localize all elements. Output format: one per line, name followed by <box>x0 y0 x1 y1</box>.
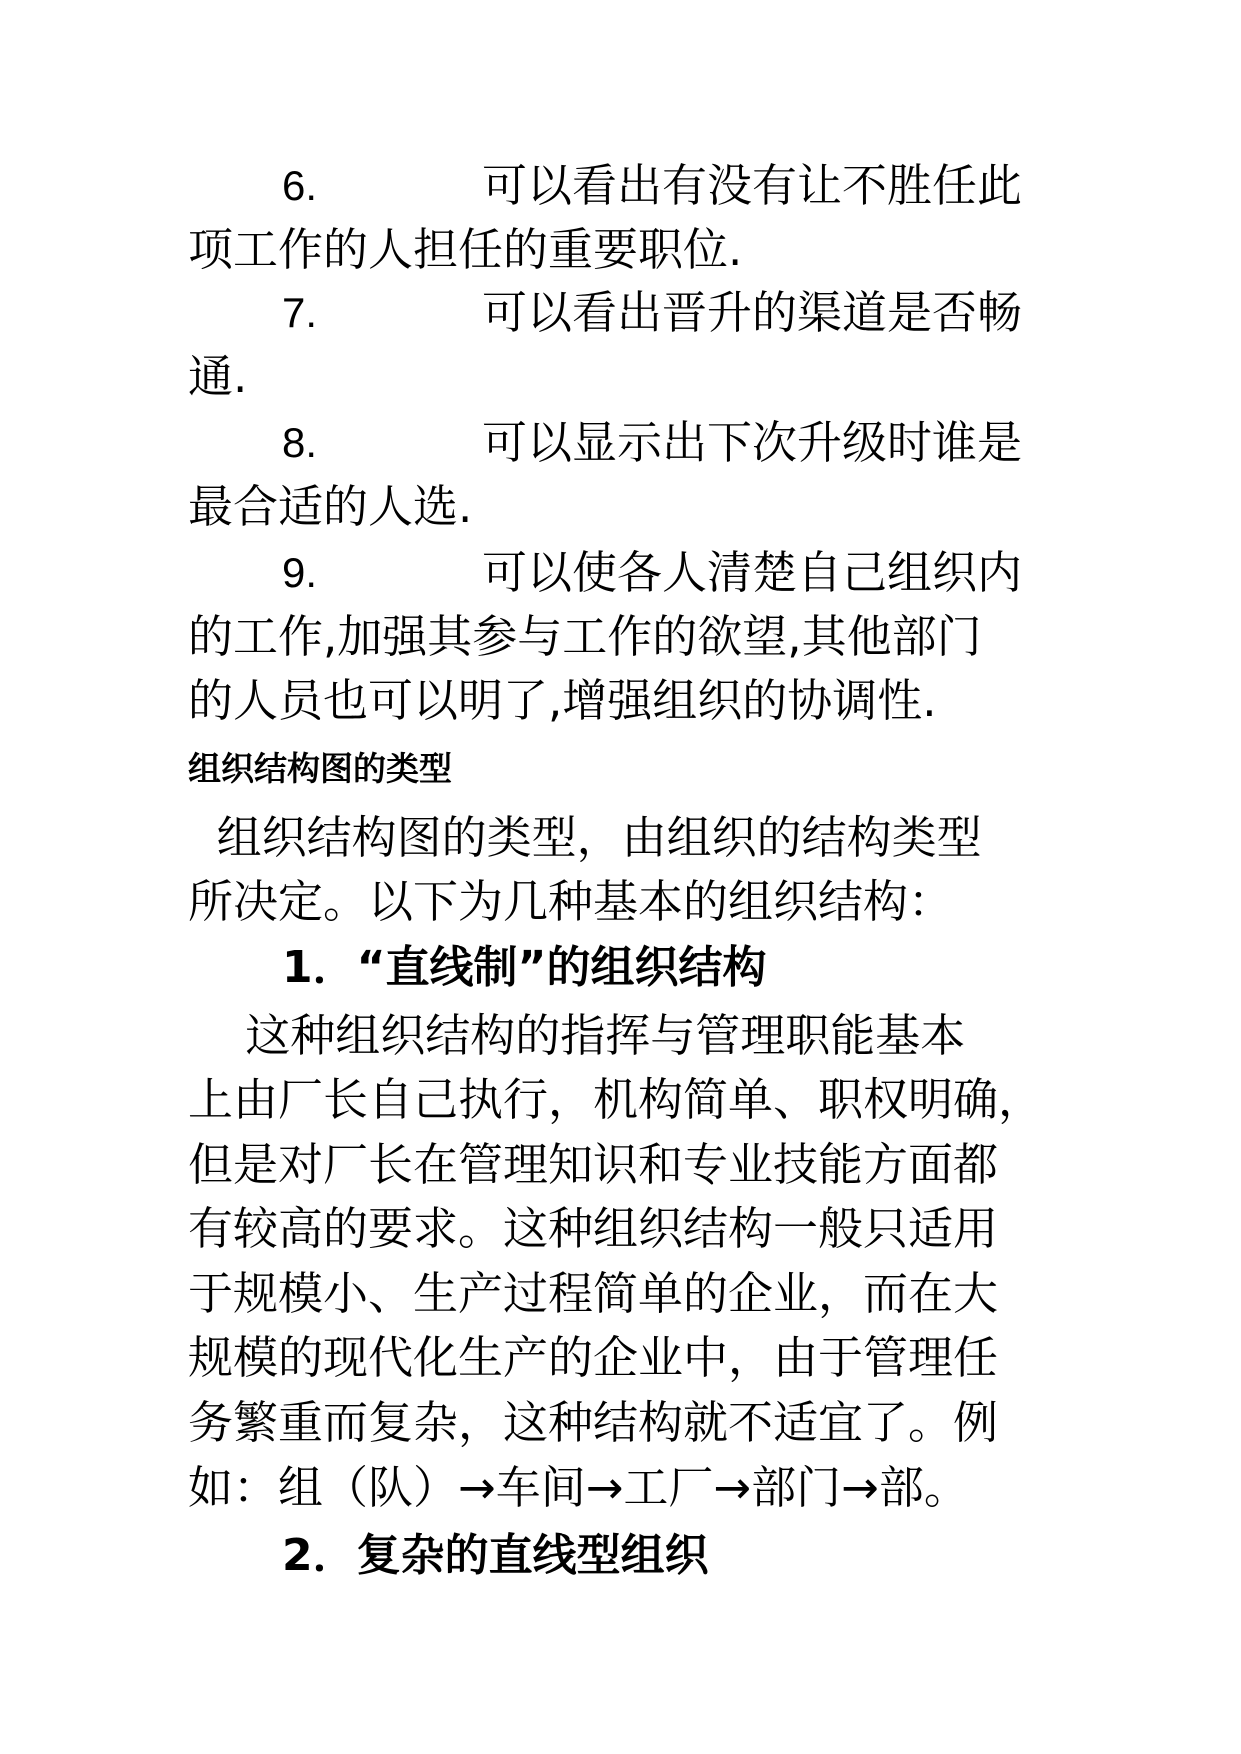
subheading-1: 1．“直线制”的组织结构 <box>282 942 767 993</box>
paragraph-line: 上由厂长自己执行，机构简单、职权明确， <box>188 1073 1044 1126</box>
subheading-2: 2．复杂的直线型组织 <box>282 1530 709 1581</box>
list-item-continuation: 的工作,加强其参与工作的欲望,其他部门 <box>188 610 982 663</box>
list-item-text: 可以使各人清楚自己组织内 <box>482 546 1023 599</box>
list-item-continuation: 的人员也可以明了,增强组织的协调性. <box>188 674 937 727</box>
paragraph-line: 规模的现代化生产的企业中，由于管理任 <box>188 1331 999 1384</box>
list-item-text: 可以看出有没有让不胜任此 <box>482 159 1023 212</box>
paragraph-line: 有较高的要求。这种组织结构一般只适用 <box>188 1202 999 1255</box>
list-number: 8. <box>282 419 318 466</box>
list-item-text: 可以看出晋升的渠道是否畅 <box>482 286 1023 339</box>
paragraph-line: 于规模小、生产过程简单的企业，而在大 <box>188 1267 999 1320</box>
intro-line: 组织结构图的类型，由组织的结构类型 <box>188 811 982 864</box>
list-item-continuation: 通. <box>188 350 248 403</box>
list-item-text: 可以显示出下次升级时谁是 <box>482 416 1023 469</box>
intro-line: 所决定。以下为几种基本的组织结构： <box>188 875 954 928</box>
paragraph-line: 务繁重而复杂，这种结构就不适宜了。例 <box>188 1396 999 1449</box>
list-item-continuation: 最合适的人选. <box>188 480 473 533</box>
section-heading: 组织结构图的类型 <box>188 749 452 788</box>
paragraph-line: 这种组织结构的指挥与管理职能基本 <box>188 1009 966 1062</box>
paragraph-line: 如：组（队）→车间→工厂→部门→部。 <box>188 1461 969 1514</box>
list-number: 7. <box>282 289 318 336</box>
paragraph-line: 但是对厂长在管理知识和专业技能方面都 <box>188 1138 999 1191</box>
list-item-continuation: 项工作的人担任的重要职位. <box>188 223 743 276</box>
list-number: 9. <box>282 549 318 596</box>
list-number: 6. <box>282 162 318 209</box>
